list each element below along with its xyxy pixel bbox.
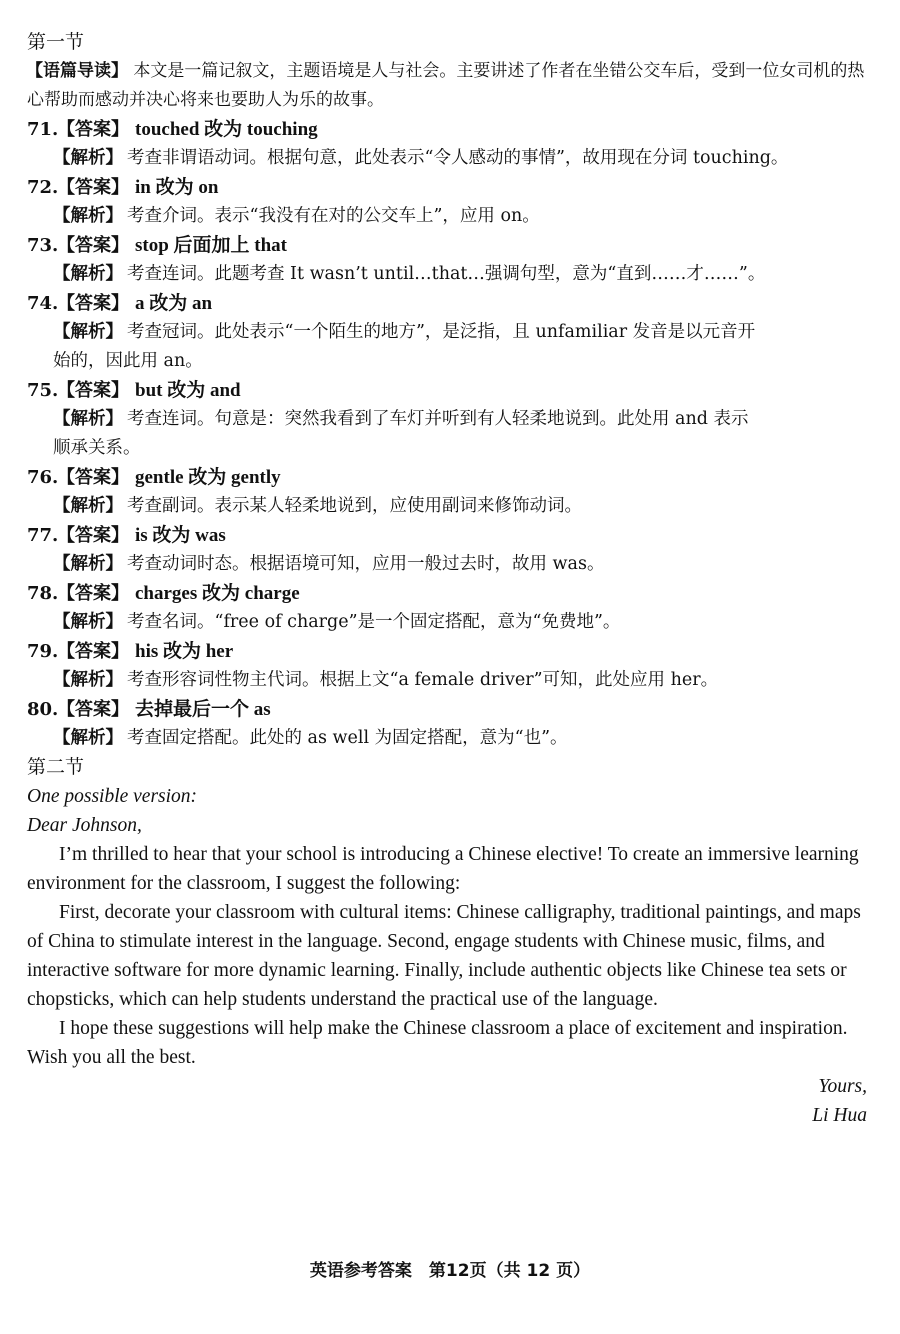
reading-guide bbox=[27, 57, 873, 115]
answer-text: in 改为 on bbox=[135, 177, 219, 198]
explanation-line bbox=[27, 608, 873, 637]
explanation-label: 【解析】 bbox=[53, 554, 123, 574]
question-number: 74. bbox=[27, 293, 59, 314]
explanation-continuation-text: 顺承关系。 bbox=[53, 438, 141, 458]
answer-text: a 改为 an bbox=[135, 293, 213, 314]
explanation-line bbox=[27, 666, 873, 695]
answer-line bbox=[27, 521, 873, 550]
answer-line bbox=[27, 637, 873, 666]
explanation-text: 考查冠词。此处表示“一个陌生的地方”，是泛指，且 unfamiliar 发音是以元音开 bbox=[127, 322, 756, 342]
answer-item-73 bbox=[27, 231, 873, 289]
answer-item-71 bbox=[27, 115, 873, 173]
answer-label: 【答案】 bbox=[57, 467, 129, 488]
answer-item-76 bbox=[27, 463, 873, 521]
answer-line bbox=[27, 231, 873, 260]
essay-closing: Yours, bbox=[818, 1076, 867, 1097]
explanation-label: 【解析】 bbox=[53, 264, 123, 284]
answer-label: 【答案】 bbox=[57, 380, 129, 401]
answer-text: charges 改为 charge bbox=[135, 583, 300, 604]
model-essay bbox=[27, 782, 873, 1130]
essay-salutation: Dear Johnson, bbox=[27, 815, 142, 836]
explanation-label: 【解析】 bbox=[53, 496, 123, 516]
explanation-continuation-text: 始的，因此用 an。 bbox=[53, 351, 203, 371]
answer-label: 【答案】 bbox=[57, 177, 129, 198]
explanation-line bbox=[27, 492, 873, 521]
answer-line bbox=[27, 173, 873, 202]
essay-paragraph: First, decorate your classroom with cultural items: Chinese calligraphy, traditional paintings, and maps of China to stimulate interest in the language. Second, engage students with Chinese music, films, and interactive software for more dynamic learning. Finally, include authentic objects like Chinese tea sets or chopsticks, which can help students understand the practical use of the language. bbox=[27, 902, 861, 1010]
explanation-line bbox=[27, 260, 873, 289]
question-number: 78. bbox=[27, 583, 59, 604]
answer-line bbox=[27, 289, 873, 318]
section1-title: 第一节 bbox=[27, 31, 85, 53]
question-number: 79. bbox=[27, 641, 59, 662]
explanation-text: 考查名词。“free of charge”是一个固定搭配，意为“免费地”。 bbox=[127, 612, 621, 632]
explanation-line bbox=[27, 318, 873, 347]
explanation-line bbox=[27, 550, 873, 579]
explanation-label: 【解析】 bbox=[53, 206, 123, 226]
explanation-text: 考查副词。表示某人轻柔地说到，应使用副词来修饰动词。 bbox=[127, 496, 582, 516]
explanation-line bbox=[27, 144, 873, 173]
answer-line bbox=[27, 579, 873, 608]
question-number: 80. bbox=[27, 699, 59, 720]
question-number: 71. bbox=[27, 119, 59, 140]
question-number: 76. bbox=[27, 467, 59, 488]
explanation-line bbox=[27, 724, 873, 753]
explanation-text: 考查连词。此题考查 It wasn’t until…that…强调句型，意为“直到……才……”。 bbox=[127, 264, 766, 284]
explanation-text: 考查固定搭配。此处的 as well 为固定搭配，意为“也”。 bbox=[127, 728, 568, 748]
answer-page bbox=[27, 28, 873, 1130]
explanation-label: 【解析】 bbox=[53, 728, 123, 748]
answer-item-77 bbox=[27, 521, 873, 579]
section2-title: 第二节 bbox=[27, 756, 85, 778]
explanation-line bbox=[27, 202, 873, 231]
answer-text: gentle 改为 gently bbox=[135, 467, 281, 488]
question-number: 75. bbox=[27, 380, 59, 401]
reading-guide-label: 【语篇导读】 bbox=[26, 61, 128, 81]
answer-line bbox=[27, 463, 873, 492]
answer-line bbox=[27, 115, 873, 144]
page-footer: 英语参考答案 第12页（共 12 页） bbox=[309, 1261, 591, 1281]
answer-label: 【答案】 bbox=[57, 119, 129, 140]
answer-item-74 bbox=[27, 289, 873, 376]
answer-line bbox=[27, 695, 873, 724]
explanation-text: 考查连词。句意是：突然我看到了车灯并听到有人轻柔地说到。此处用 and 表示 bbox=[127, 409, 749, 429]
explanation-label: 【解析】 bbox=[53, 670, 123, 690]
answer-label: 【答案】 bbox=[57, 641, 129, 662]
explanation-label: 【解析】 bbox=[53, 148, 123, 168]
essay-paragraph: I hope these suggestions will help make the Chinese classroom a place of excitement and inspiration. Wish you all the best. bbox=[27, 1018, 848, 1068]
question-number: 77. bbox=[27, 525, 59, 546]
answer-text: touched 改为 touching bbox=[135, 119, 318, 140]
essay-paragraph: I’m thrilled to hear that your school is introducing a Chinese elective! To create an immersive learning environment for the classroom, I suggest the following: bbox=[27, 844, 859, 894]
answer-text: his 改为 her bbox=[135, 641, 234, 662]
question-number: 73. bbox=[27, 235, 59, 256]
explanation-label: 【解析】 bbox=[53, 409, 123, 429]
answer-label: 【答案】 bbox=[57, 583, 129, 604]
answer-text: is 改为 was bbox=[135, 525, 226, 546]
answer-label: 【答案】 bbox=[57, 293, 129, 314]
explanation-text: 考查动词时态。根据语境可知，应用一般过去时，故用 was。 bbox=[127, 554, 605, 574]
answer-item-72 bbox=[27, 173, 873, 231]
answer-list bbox=[27, 115, 873, 753]
explanation-line bbox=[27, 405, 873, 434]
explanation-text: 考查非谓语动词。根据句意，此处表示“令人感动的事情”，故用现在分词 touching。 bbox=[127, 148, 789, 168]
answer-text: stop 后面加上 that bbox=[135, 235, 288, 256]
explanation-continuation bbox=[27, 347, 873, 376]
answer-item-79 bbox=[27, 637, 873, 695]
explanation-text: 考查介词。表示“我没有在对的公交车上”，应用 on。 bbox=[127, 206, 540, 226]
answer-label: 【答案】 bbox=[57, 235, 129, 256]
answer-text: 去掉最后一个 as bbox=[135, 699, 271, 720]
essay-signature: Li Hua bbox=[812, 1105, 867, 1126]
explanation-text: 考查形容词性物主代词。根据上文“a female driver”可知，此处应用 her。 bbox=[127, 670, 719, 690]
answer-item-75 bbox=[27, 376, 873, 463]
explanation-label: 【解析】 bbox=[53, 612, 123, 632]
answer-item-80 bbox=[27, 695, 873, 753]
explanation-label: 【解析】 bbox=[53, 322, 123, 342]
answer-text: but 改为 and bbox=[135, 380, 241, 401]
answer-item-78 bbox=[27, 579, 873, 637]
reading-guide-text: 本文是一篇记叙文，主题语境是人与社会。主要讲述了作者在坐错公交车后，受到一位女司机的热心帮助而感动并决心将来也要助人为乐的故事。 bbox=[27, 61, 865, 110]
essay-heading: One possible version: bbox=[27, 786, 198, 807]
explanation-continuation bbox=[27, 434, 873, 463]
question-number: 72. bbox=[27, 177, 59, 198]
answer-label: 【答案】 bbox=[57, 699, 129, 720]
answer-label: 【答案】 bbox=[57, 525, 129, 546]
answer-line bbox=[27, 376, 873, 405]
